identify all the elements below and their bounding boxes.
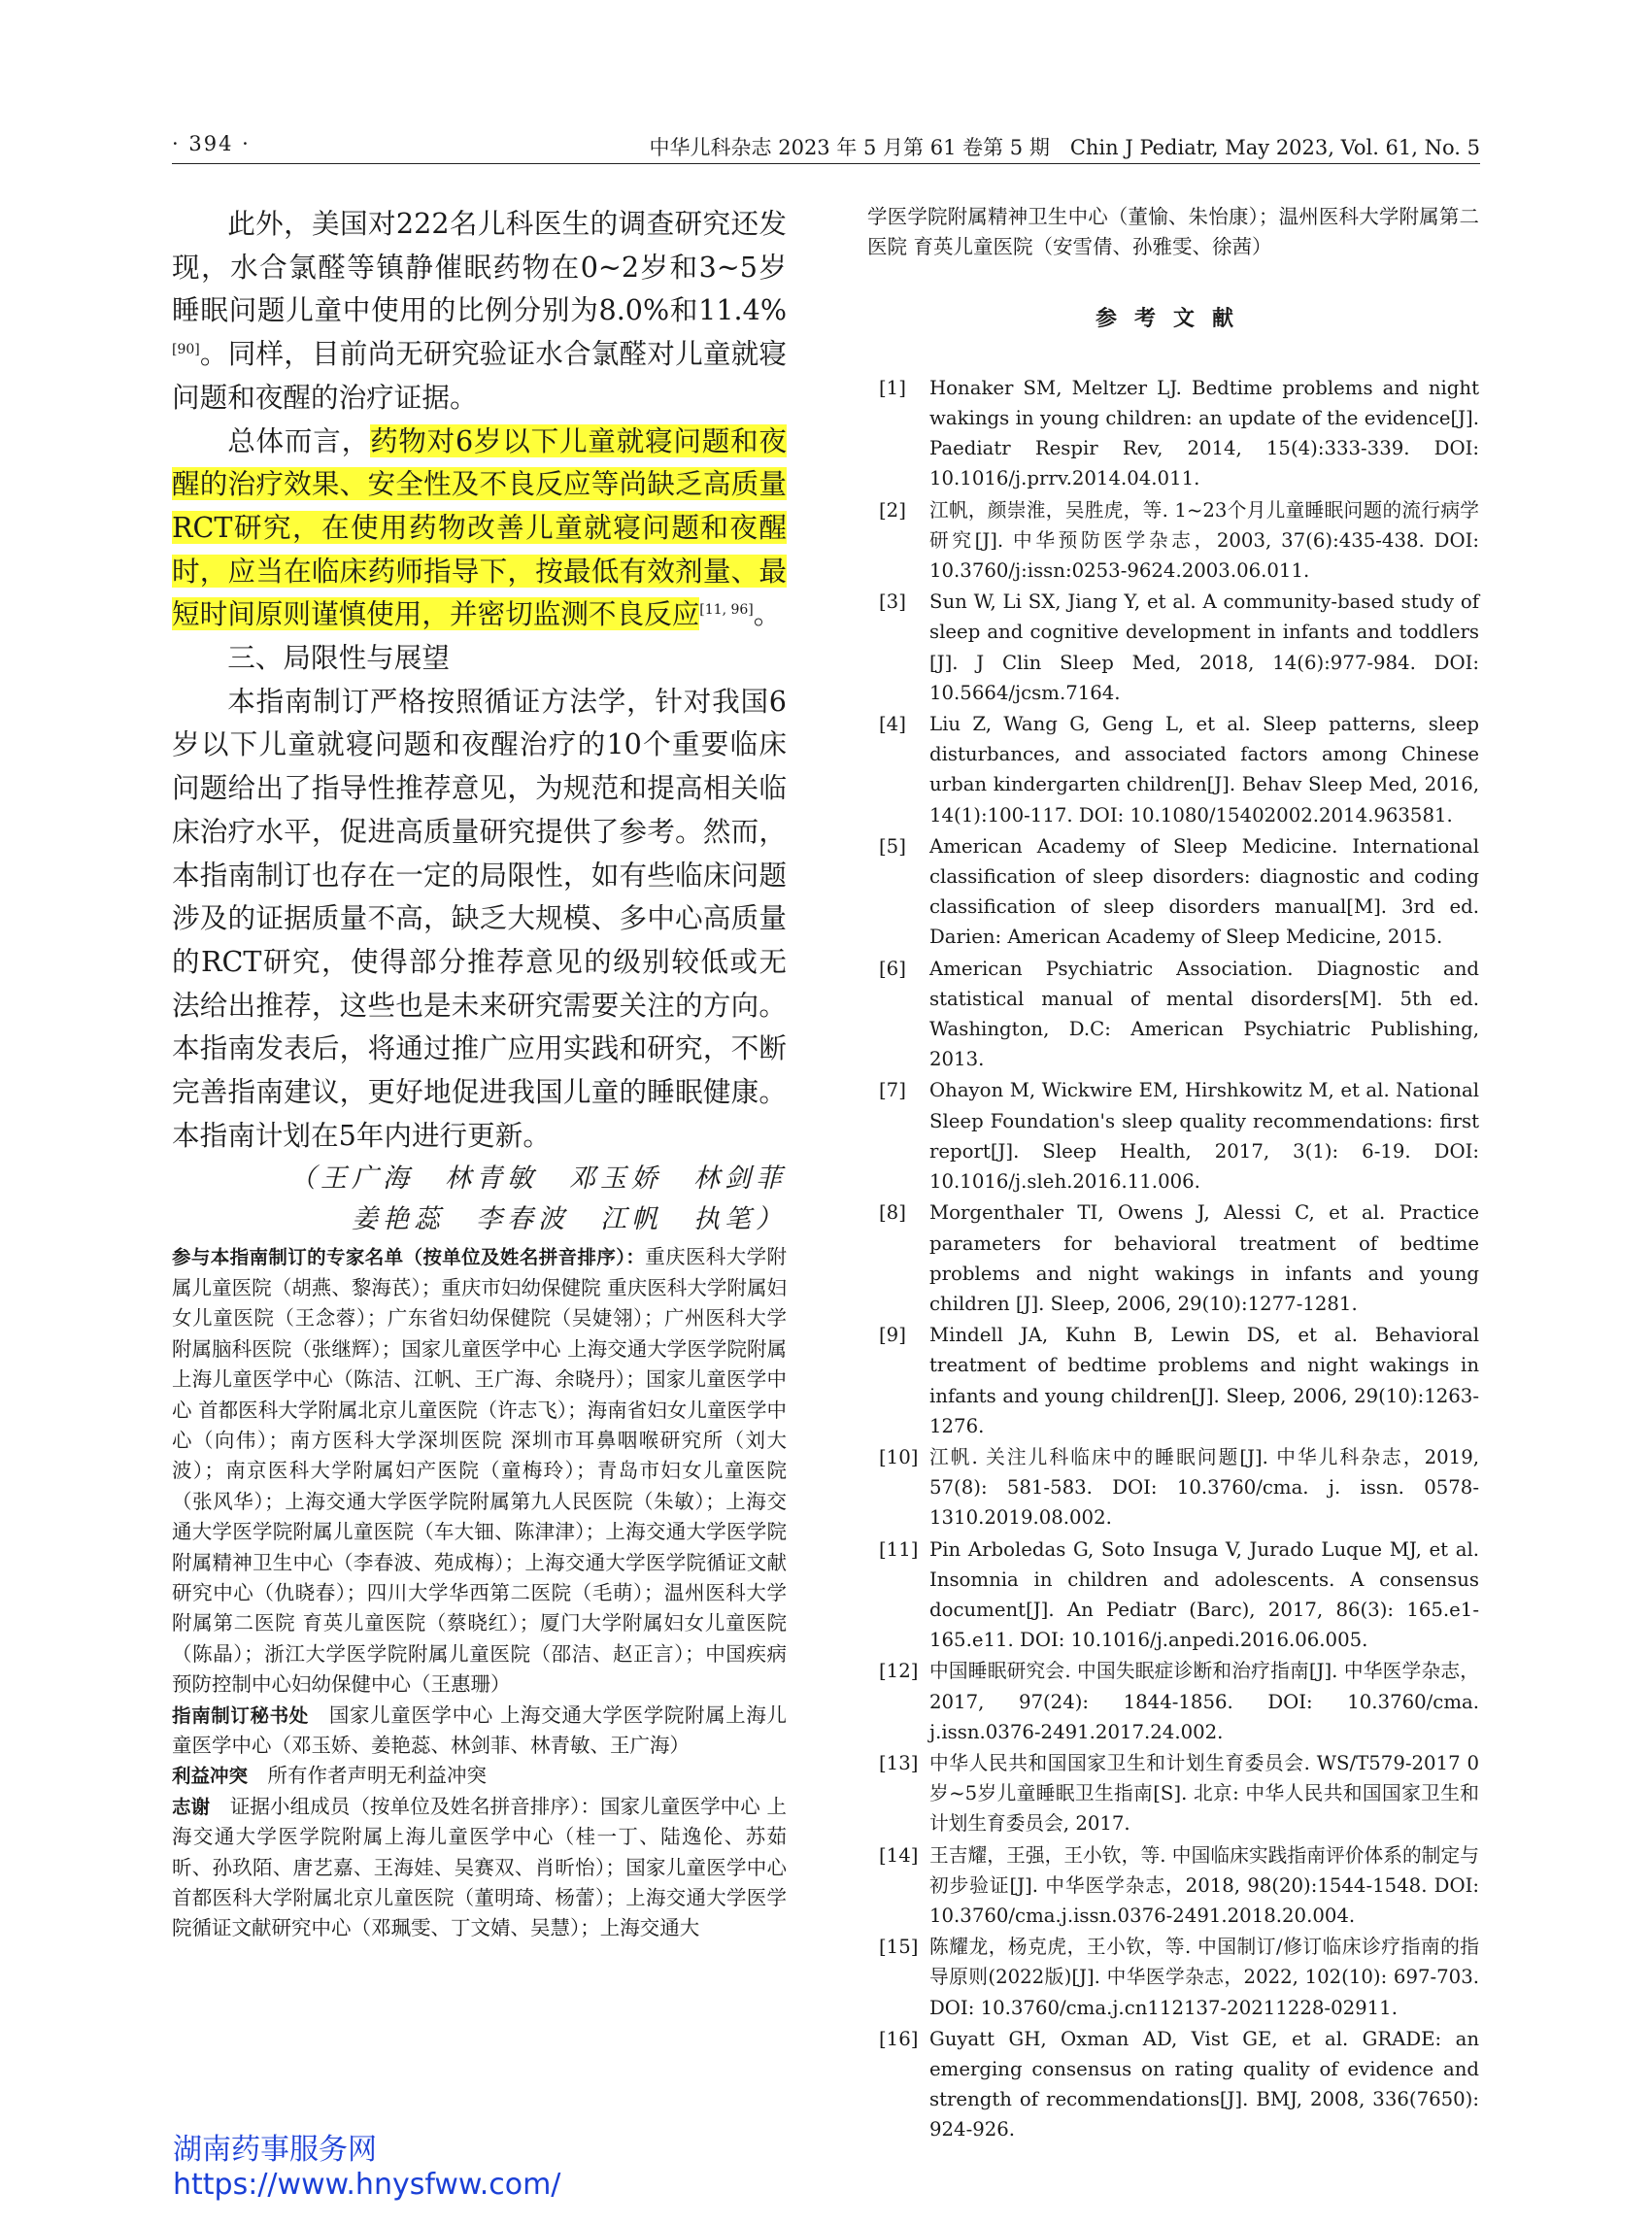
reference-text: Liu Z, Wang G, Geng L, et al. Sleep patterns, sleep disturbances, and associated factors among Chinese urban kindergarten children[J]. Behav Sleep Med, 2016, 14(1):100-117. DOI: 10.1080/15402002.2014.963581.: [929, 713, 1479, 826]
secretary-note: [172, 1701, 787, 1762]
reference-number: [8]: [879, 1201, 906, 1225]
reference-number: [4]: [879, 713, 906, 736]
reference-text: 王吉耀，王强，王小钦，等. 中国临床实践指南评价体系的制定与初步验证[J]. 中华医学杂志，2018, 98(20):1544-1548. DOI: 10.3760/cma.j.issn.0376-2491.2018.20.004.: [929, 1843, 1479, 1927]
ack-label: 志谢: [172, 1795, 211, 1818]
reference-text: Honaker SM, Meltzer LJ. Bedtime problems and night wakings in young children: an update of the evidence[J]. Paediatr Respir Rev, 2014, 15(4):333-339. DOI: 10.1016/j.prrv.2014.04.011.: [929, 376, 1479, 490]
paragraph-text: 此外，美国对222名儿科医生的调查研究还发现，水合氯醛等镇静催眠药物在0~2岁和3~5岁睡眠问题儿童中使用的比例分别为8.0%和11.4%: [172, 207, 787, 327]
journal-citation: 中华儿科杂志 2023 年 5 月第 61 卷第 5 期 Chin J Pediatr, May 2023, Vol. 61, No. 5: [649, 136, 1480, 159]
reference-text: Ohayon M, Wickwire EM, Hirshkowitz M, et al. National Sleep Foundation's sleep quality recommendations: first report[J]. Sleep Health, 2017, 3(1): 6-19. DOI: 10.1016/j.sleh.2016.11.006.: [929, 1079, 1479, 1194]
reference-number: [3]: [879, 590, 906, 614]
right-column: [867, 202, 1479, 2146]
authors-line-2: 姜艳蕊 李春波 江帆 执笔）: [352, 1204, 787, 1235]
reference-item: [867, 1840, 1479, 1932]
reference-text: 陈耀龙，杨克虎，王小钦，等. 中国制订/修订临床诊疗指南的指导原则(2022版)[J]. 中华医学杂志，2022, 102(10): 697-703. DOI: 10.3760/cma.j.cn112137-20211228-02911.: [929, 1936, 1479, 2019]
reference-number: [15]: [879, 1936, 919, 1959]
acknowledgement: [172, 1792, 787, 1944]
citation: [90]: [172, 342, 200, 358]
watermark-site-name: 湖南药事服务网: [173, 2133, 377, 2167]
reference-number: [2]: [879, 498, 906, 522]
reference-number: [1]: [879, 376, 906, 399]
reference-item: [867, 954, 1479, 1075]
reference-item: [867, 1534, 1479, 1656]
acknowledgement-continued: 学医学院附属精神卫生中心（董愉、朱怡康）；温州医科大学附属第二医院 育英儿童医院（安雪倩、孙雅雯、徐茜）: [867, 205, 1479, 259]
reference-item: [867, 1748, 1479, 1839]
paragraph-sedative-survey: [172, 202, 787, 420]
secretary-text: 国家儿童医学中心 上海交通大学医学院附属上海儿童医学中心（邓玉娇、姜艳蕊、林剑菲、林青敏、王广海）: [172, 1702, 787, 1757]
reference-item: [867, 373, 1479, 494]
experts-list: [172, 1242, 787, 1700]
watermark-url[interactable]: https://www.hnysfww.com/: [173, 2168, 561, 2202]
reference-number: [13]: [879, 1751, 919, 1774]
reference-item: [867, 1197, 1479, 1319]
left-column: [172, 202, 787, 1944]
experts-text: 重庆医科大学附属儿童医院（胡燕、黎海芪）；重庆市妇幼保健院 重庆医科大学附属妇女儿童医院（王念蓉）；广东省妇幼保健院（吴婕翎）；广州医科大学附属脑科医院（张继辉）；国家儿童医学中心 上海交通大学医学院附属上海儿童医学中心（陈洁、江帆、王广海、余晓丹）；国家儿童医学中心 首都医科大学附属北京儿童医院（许志飞）；海南省妇女儿童医学中心（向伟）；南方医科大学深圳医院 深圳市耳鼻咽喉研究所（刘大波）；南京医科大学附属妇产医院（童梅玲）；青岛市妇女儿童医院（张风华）；上海交通大学医学院附属第九人民医院（朱敏）；上海交通大学医学院附属儿童医院（车大钿、陈津津）；上海交通大学医学院附属精神卫生中心（李春波、苑成梅）；上海交通大学医学院循证文献研究中心（仇晓春）；四川大学华西第二医院（毛萌）；温州医科大学附属第二医院 育英儿童医院（蔡晓红）；厦门大学附属妇女儿童医院（陈晶）；浙江大学医学院附属儿童医院（邵洁、赵正言）；中国疾病预防控制中心妇幼保健中心（王惠珊）: [172, 1245, 787, 1697]
conflict-note: [172, 1761, 787, 1791]
citation: [11, 96]: [699, 602, 754, 619]
section-heading: 三、局限性与展望: [227, 641, 450, 675]
reference-item: [867, 2024, 1479, 2145]
authors-line-1: （王广海 林青敏 邓玉娇 林剑菲: [289, 1163, 787, 1195]
reference-text: Mindell JA, Kuhn B, Lewin DS, et al. Behavioral treatment of bedtime problems and night wakings in infants and young children[J]. Sleep, 2006, 29(10):1263-1276.: [929, 1324, 1479, 1437]
reference-text: American Academy of Sleep Medicine. International classification of sleep disorders: diagnostic and coding classification of sleep disorders manual[M]. 3rd ed. Darien: American Academy of Sleep Medicine, 2015.: [929, 834, 1479, 949]
reference-list: [867, 373, 1479, 2145]
reference-item: [867, 1442, 1479, 1534]
reference-text: Morgenthaler TI, Owens J, Alessi C, et al. Practice parameters for behavioral treatment of bedtime problems and night wakings in infants and young children [J]. Sleep, 2006, 29(10):1277-1281.: [929, 1201, 1479, 1315]
reference-number: [9]: [879, 1324, 906, 1347]
experts-label: 参与本指南制订的专家名单（按单位及姓名拼音排序）：: [172, 1246, 646, 1269]
reference-number: [7]: [879, 1079, 906, 1102]
reference-number: [10]: [879, 1445, 919, 1468]
secretary-label: 指南制订秘书处: [172, 1703, 309, 1727]
reference-number: [16]: [879, 2027, 919, 2050]
reference-item: [867, 1932, 1479, 2023]
reference-text: 江帆. 关注儿科临床中的睡眠问题[J]. 中华儿科杂志，2019, 57(8): 581-583. DOI: 10.3760/cma. j. issn. 0578-1310.2019.08.002.: [929, 1445, 1479, 1530]
reference-text: 江帆，颜崇淮，吴胜虎，等. 1~23个月儿童睡眠问题的流行病学研究[J]. 中华预防医学杂志，2003, 37(6):435-438. DOI: 10.3760/j:issn:0253-9624.2003.06.011.: [929, 498, 1479, 583]
reference-item: [867, 709, 1479, 830]
running-header: [172, 132, 1480, 164]
paragraph-lead: 总体而言，: [227, 423, 370, 457]
reference-text: 中国睡眠研究会. 中国失眠症诊断和治疗指南[J]. 中华医学杂志，2017, 97(24): 1844-1856. DOI: 10.3760/cma. j.issn.0376-2491.2017.24.002.: [929, 1660, 1479, 1743]
reference-number: [14]: [879, 1843, 919, 1867]
reference-text: Guyatt GH, Oxman AD, Vist GE, et al. GRADE: an emerging consensus on rating quality of evidence and strength of recommendations[J]. BMJ, 2008, 336(7650): 924-926.: [929, 2027, 1479, 2141]
reference-text: Pin Arboledas G, Soto Insuga V, Jurado Luque MJ, et al. Insomnia in children and adolescents. A consensus document[J]. An Pediatr (Barc), 2017, 86(3): 165.e1-165.e11. DOI: 10.1016/j.anpedi.2016.06.005.: [929, 1537, 1479, 1652]
reference-item: [867, 1656, 1479, 1747]
paragraph-tail: 。: [753, 597, 782, 631]
reference-text: American Psychiatric Association. Diagnostic and statistical manual of mental disorders[M]. 5th ed. Washington, D.C: American Psychiatric Publishing, 2013.: [929, 957, 1479, 1071]
reference-item: [867, 1075, 1479, 1197]
highlighted-text: 药物对6岁以下儿童就寝问题和夜醒的治疗效果、安全性及不良反应等尚缺乏高质量RCT研究，在使用药物改善儿童就寝问题和夜醒时，应当在临床药师指导下，按最低有效剂量、最短时间原则谨慎使用，并密切监测不良反应: [172, 423, 787, 631]
conflict-text: 所有作者声明无利益冲突: [248, 1764, 488, 1788]
page-number: · 394 ·: [172, 132, 251, 155]
watermark: [173, 2133, 560, 2203]
reference-number: [11]: [879, 1537, 919, 1561]
paragraph-summary: [172, 420, 787, 637]
conflict-label: 利益冲突: [172, 1765, 249, 1788]
reference-item: [867, 587, 1479, 708]
reference-item: [867, 831, 1479, 953]
paragraph-tail: 。同样，目前尚无研究验证水合氯醛对儿童就寝问题和夜醒的治疗证据。: [172, 337, 787, 414]
reference-number: [5]: [879, 834, 906, 858]
reference-number: [6]: [879, 957, 906, 980]
references-title: 参考文献: [1095, 306, 1251, 331]
reference-text: Sun W, Li SX, Jiang Y, et al. A community-based study of sleep and cognitive development in infants and toddlers [J]. J Clin Sleep Med, 2018, 14(6):977-984. DOI: 10.5664/jcsm.7164.: [929, 590, 1479, 704]
reference-item: [867, 1320, 1479, 1441]
ack-text: 证据小组成员（按单位及姓名拼音排序）：国家儿童医学中心 上海交通大学医学院附属上海儿童医学中心（桂一丁、陆逸伦、苏茹昕、孙玖陌、唐艺嘉、王海娃、吴赛双、肖昕怡）；国家儿童医学中心 首都医科大学附属北京儿童医院（董明琦、杨蕾）；上海交通大学医学院循证文献研究中心（邓珮雯、丁文婧、吴慧）；上海交通大: [172, 1794, 787, 1940]
reference-text: 中华人民共和国国家卫生和计划生育委员会. WS/T579-2017 0岁~5岁儿童睡眠卫生指南[S]. 北京: 中华人民共和国国家卫生和计划生育委员会, 2017.: [929, 1751, 1479, 1836]
reference-number: [12]: [879, 1660, 919, 1683]
reference-item: [867, 495, 1479, 587]
paragraph-limitations: 本指南制订严格按照循证方法学，针对我国6岁以下儿童就寝问题和夜醒治疗的10个重要临床问题给出了指导性推荐意见，为规范和提高相关临床治疗水平，促进高质量研究提供了参考。然而，本指南制订也存在一定的局限性，如有些临床问题涉及的证据质量不高，缺乏大规模、多中心高质量的RCT研究，使得部分推荐意见的级别较低或无法给出推荐，这些也是未来研究需要关注的方向。本指南发表后，将通过推广应用实践和研究，不断完善指南建议，更好地促进我国儿童的睡眠健康。本指南计划在5年内进行更新。: [172, 684, 787, 1152]
